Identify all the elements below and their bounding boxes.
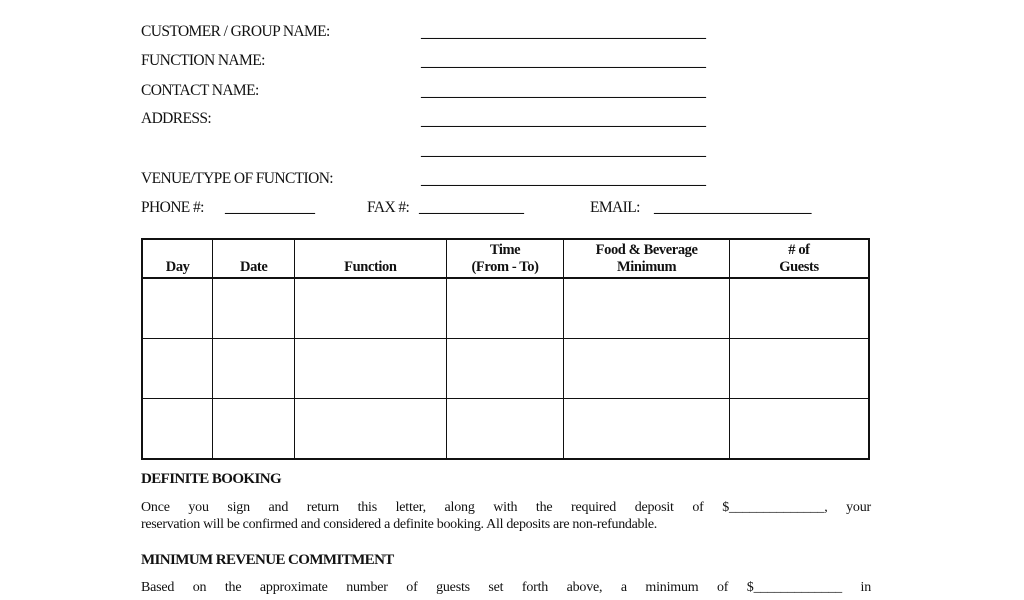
address-label: ADDRESS:: [141, 110, 212, 127]
table-cell[interactable]: [564, 278, 730, 339]
table-cell[interactable]: [446, 278, 564, 339]
definite-booking-line2: reservation will be confirmed and considered a definite booking. All deposits are non-refundable.: [141, 517, 657, 532]
venue-type-label: VENUE/TYPE OF FUNCTION:: [141, 170, 334, 187]
table-cell[interactable]: [564, 339, 730, 399]
cropped-top-text: [141, 0, 145, 6]
table-cell[interactable]: [295, 339, 447, 399]
definite-booking-heading: DEFINITE BOOKING: [141, 471, 282, 487]
table-cell[interactable]: [142, 339, 213, 399]
minimum-revenue-line1: Based on the approximate number of guests set forth above, a minimum of $_____________ in: [141, 580, 871, 595]
address-field-line2[interactable]: ______________________________________: [421, 143, 706, 159]
table-cell[interactable]: [729, 278, 869, 339]
col-header-food-beverage-minimum: Food & Beverage Minimum: [564, 239, 730, 278]
venue-type-field[interactable]: ______________________________________: [421, 172, 706, 188]
table-cell[interactable]: [446, 339, 564, 399]
col-header-day: Day: [142, 239, 213, 278]
table-cell[interactable]: [142, 399, 213, 460]
email-field[interactable]: _____________________: [654, 200, 812, 216]
function-name-field[interactable]: ______________________________________: [421, 54, 706, 70]
table-cell[interactable]: [729, 339, 869, 399]
function-schedule-table: [141, 238, 870, 460]
customer-group-name-field[interactable]: ______________________________________: [421, 25, 706, 41]
table-cell[interactable]: [446, 399, 564, 460]
col-header-guests: # of Guests: [729, 239, 869, 278]
fax-field[interactable]: ______________: [419, 200, 524, 216]
col-header-time: Time (From - To): [446, 239, 564, 278]
table-cell[interactable]: [213, 399, 295, 460]
definite-booking-line1: Once you sign and return this letter, along with the required deposit of $______________, your: [141, 500, 871, 515]
table-row: [142, 278, 869, 339]
table-cell[interactable]: [295, 278, 447, 339]
contact-name-field[interactable]: ______________________________________: [421, 84, 706, 100]
table-cell[interactable]: [213, 278, 295, 339]
table-cell[interactable]: [564, 399, 730, 460]
address-field-line1[interactable]: ______________________________________: [421, 113, 706, 129]
customer-group-name-label: CUSTOMER / GROUP NAME:: [141, 23, 330, 40]
table-header-row: [142, 239, 869, 278]
table-row: [142, 339, 869, 399]
function-name-label: FUNCTION NAME:: [141, 52, 265, 69]
contact-name-label: CONTACT NAME:: [141, 82, 259, 99]
minimum-revenue-heading: MINIMUM REVENUE COMMITMENT: [141, 552, 394, 568]
table-cell[interactable]: [729, 399, 869, 460]
table-row: [142, 399, 869, 460]
col-header-date: Date: [213, 239, 295, 278]
table-cell[interactable]: [142, 278, 213, 339]
phone-field[interactable]: ____________: [225, 200, 315, 216]
phone-label: PHONE #:: [141, 199, 204, 216]
table-cell[interactable]: [213, 339, 295, 399]
email-label: EMAIL:: [590, 199, 640, 216]
col-header-function: Function: [295, 239, 447, 278]
fax-label: FAX #:: [367, 199, 410, 216]
table-cell[interactable]: [295, 399, 447, 460]
